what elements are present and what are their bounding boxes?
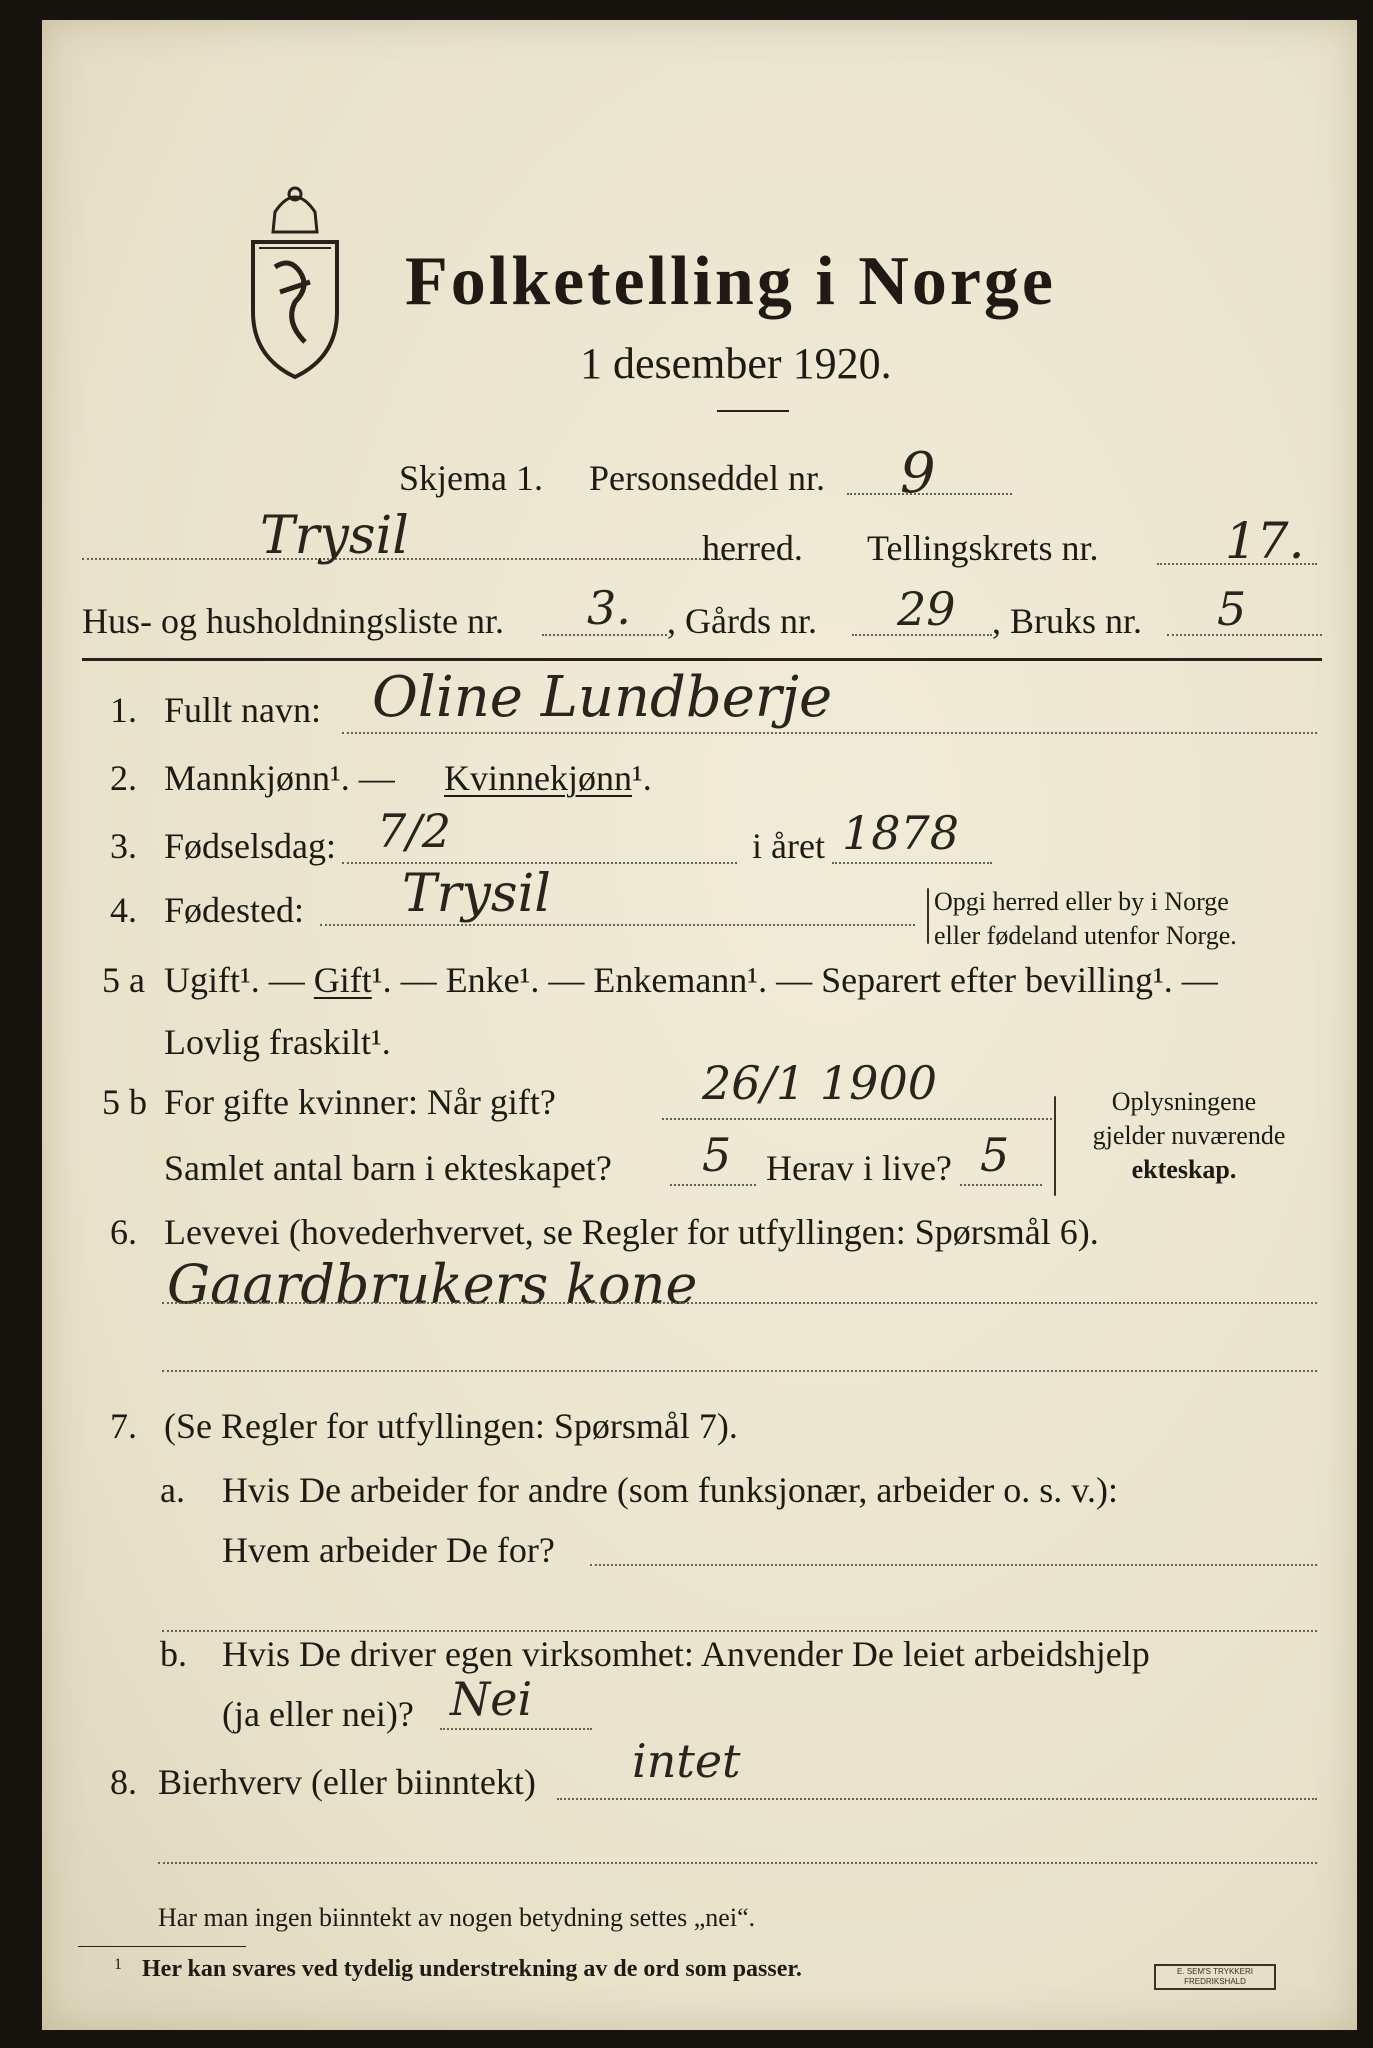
q5b-children-label: Samlet antal barn i ekteskapet? — [164, 1148, 612, 1188]
tellingskrets-label: Tellingskrets nr. — [867, 528, 1099, 568]
q4-note-1: Opgi herred eller by i Norge — [934, 887, 1229, 916]
q7b-line — [440, 1728, 592, 1730]
q5b-children-line — [670, 1184, 756, 1186]
q4-value: Trysil — [402, 864, 551, 924]
q2-kvinne-sup: ¹. — [631, 758, 652, 798]
q5a-line2: Lovlig fraskilt¹. — [164, 1022, 391, 1062]
header-rule — [82, 658, 1322, 661]
footnote-number: 1 — [114, 1956, 122, 1973]
q7a-line — [590, 1564, 1317, 1566]
q3-year-value: 1878 — [842, 806, 960, 860]
q5a-number: 5 a — [102, 960, 145, 1000]
q8-line-2 — [158, 1862, 1317, 1864]
q8-label: Bierhverv (eller biinntekt) — [158, 1762, 536, 1802]
q8-number: 8. — [110, 1762, 137, 1802]
q5a-ugift: Ugift¹. — — [164, 960, 305, 1000]
q6-label: Levevei (hovederhvervet, se Regler for utfyllingen: Spørsmål 6). — [164, 1212, 1099, 1252]
skjema-label: Skjema 1. — [399, 458, 543, 498]
q5b-alive-value: 5 — [980, 1128, 1010, 1182]
q5b-number: 5 b — [102, 1082, 147, 1122]
q5b-married-value: 26/1 1900 — [702, 1056, 937, 1110]
q5a-rest: ¹. — Enke¹. — Enkemann¹. — Separert efter bevilling¹. — — [371, 960, 1218, 1000]
footer-note: Har man ingen biinntekt av nogen betydning settes „nei“. — [158, 1903, 756, 1932]
q4-note-2: eller fødeland utenfor Norge. — [934, 921, 1237, 950]
personseddel-label: Personseddel nr. — [589, 458, 825, 498]
q7a-line2: Hvem arbeider De for? — [222, 1530, 555, 1570]
q2-kvinne-underlined: Kvinnekjønn — [444, 758, 632, 798]
herred-line — [82, 558, 737, 560]
q5b-note-brace — [1054, 1096, 1056, 1196]
q7b-number: b. — [160, 1634, 187, 1674]
bruks-value: 5 — [1217, 582, 1247, 636]
q5b-married-label: For gifte kvinner: Når gift? — [164, 1082, 556, 1122]
q7b-value: Nei — [450, 1672, 533, 1726]
q5b-children-value: 5 — [702, 1128, 732, 1182]
gards-label: , Gårds nr. — [667, 601, 817, 641]
form-date: 1 desember 1920. — [580, 339, 892, 388]
q7-label: (Se Regler for utfyllingen: Spørsmål 7). — [164, 1406, 738, 1446]
footnote-rule — [78, 1946, 246, 1947]
q7a-line1: Hvis De arbeider for andre (som funksjonær, arbeider o. s. v.): — [222, 1470, 1118, 1510]
q3-label: Fødselsdag: — [164, 826, 337, 866]
q3-number: 3. — [110, 826, 137, 866]
herred-label: herred. — [702, 528, 803, 568]
herred-value: Trysil — [260, 506, 409, 566]
q6-number: 6. — [110, 1212, 137, 1252]
q2-kvinne-group — [444, 760, 652, 796]
coat-of-arms-icon — [245, 172, 345, 382]
q2-number: 2. — [110, 758, 137, 798]
q3-value: 7/2 — [377, 804, 452, 858]
q7b-line1: Hvis De driver egen virksomhet: Anvender De leiet arbeidshjelp — [222, 1634, 1150, 1674]
q1-line — [342, 732, 1317, 734]
hus-value: 3. — [587, 581, 631, 635]
q7a-line-2 — [162, 1630, 1317, 1632]
hus-label: Hus- og husholdningsliste nr. — [82, 601, 505, 641]
q8-line — [557, 1798, 1317, 1800]
q3-year-line — [832, 862, 992, 864]
q7-number: 7. — [110, 1406, 137, 1446]
printer-stamp: E. SEM'S TRYKKERI FREDRIKSHALD — [1154, 1964, 1276, 1990]
q5a-gift-underlined: Gift — [313, 960, 372, 1000]
census-form-page — [42, 20, 1357, 2030]
personseddel-value: 9 — [900, 441, 936, 506]
q3-year-label: i året — [752, 826, 825, 866]
q6-line-1 — [162, 1302, 1317, 1304]
q6-line-2 — [162, 1370, 1317, 1372]
form-title: Folketelling i Norge — [405, 243, 1057, 320]
title-divider — [717, 410, 789, 412]
q1-value: Oline Lundberje — [372, 665, 833, 730]
q5b-note-3: ekteskap. — [1131, 1155, 1237, 1184]
q4-label: Fødested: — [164, 890, 304, 930]
q1-label: Fullt navn: — [164, 690, 322, 730]
bruks-label: , Bruks nr. — [992, 601, 1143, 641]
q5b-alive-line — [960, 1184, 1042, 1186]
q1-number: 1. — [110, 690, 137, 730]
q8-value: intet — [632, 1734, 741, 1788]
q6-value: Gaardbrukers kone — [167, 1253, 698, 1316]
footnote-text: Her kan svares ved tydelig understrekning av de ord som passer. — [142, 1956, 802, 1982]
q5b-alive-label: Herav i live? — [766, 1148, 952, 1188]
q5b-note-2: gjelder nuværende — [1092, 1121, 1286, 1150]
q4-number: 4. — [110, 890, 137, 930]
q7b-line2: (ja eller nei)? — [222, 1694, 414, 1734]
gards-value: 29 — [897, 582, 956, 636]
q5b-married-line — [662, 1118, 1052, 1120]
q7a-number: a. — [160, 1470, 185, 1510]
q2-mann: Mannkjønn¹. — — [164, 758, 395, 798]
q5a-line1 — [164, 962, 1218, 998]
q4-line — [320, 924, 915, 926]
q5b-note-1: Oplysningene — [1111, 1087, 1257, 1116]
tellingskrets-value: 17. — [1225, 512, 1305, 570]
q4-note-brace — [927, 888, 929, 944]
